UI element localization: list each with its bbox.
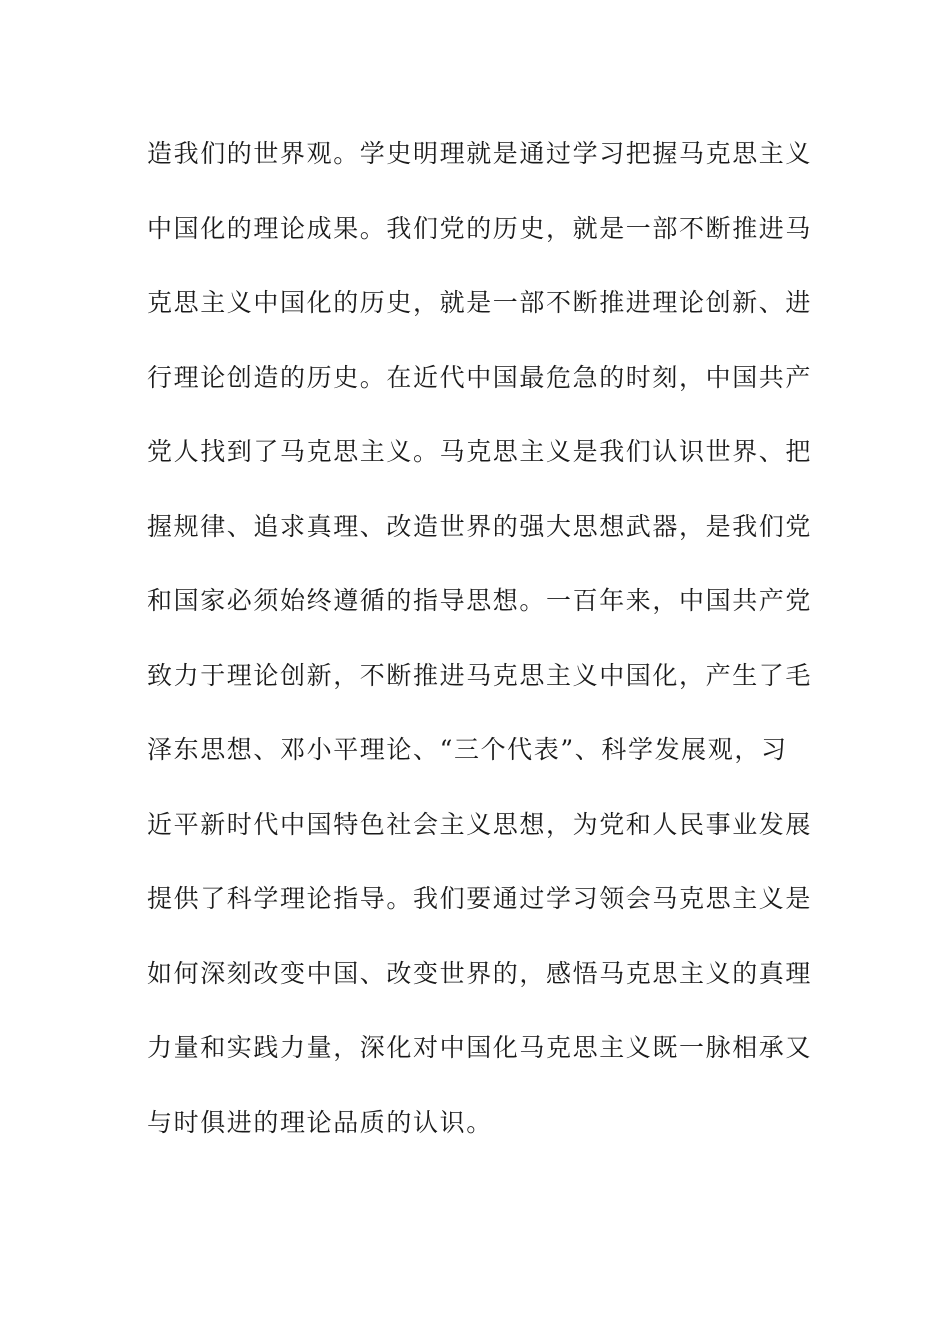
text-line: 和国家必须始终遵循的指导思想。一百年来，中国共产党 [147,586,813,615]
text-line: 党人找到了马克思主义。马克思主义是我们认识世界、把 [147,437,813,466]
text-line: 提供了科学理论指导。我们要通过学习领会马克思主义是 [147,884,813,913]
text-line: 如何深刻改变中国、改变世界的，感悟马克思主义的真理 [147,958,813,988]
text-line: 与时俱进的理论品质的认识。 [147,1107,493,1137]
text-line: 致力于理论创新，不断推进马克思主义中国化，产生了毛 [147,660,813,690]
text-line: 行理论创造的历史。在近代中国最危急的时刻，中国共产 [147,362,813,392]
text-line: 克思主义中国化的历史，就是一部不断推进理论创新、进 [147,288,813,317]
text-line: 力量和实践力量，深化对中国化马克思主义既一脉相承又 [147,1033,813,1062]
text-line: 握规律、追求真理、改造世界的强大思想武器，是我们党 [147,511,813,541]
text-line: 中国化的理论成果。我们党的历史，就是一部不断推进马 [147,213,813,243]
text-line: 近平新时代中国特色社会主义思想，为党和人民事业发展 [147,809,813,839]
body-paragraph [147,130,813,1173]
text-line: 造我们的世界观。学史明理就是通过学习把握马克思主义 [147,139,813,168]
text-line: 泽东思想、邓小平理论、“三个代表”、科学发展观，习 [147,735,788,764]
